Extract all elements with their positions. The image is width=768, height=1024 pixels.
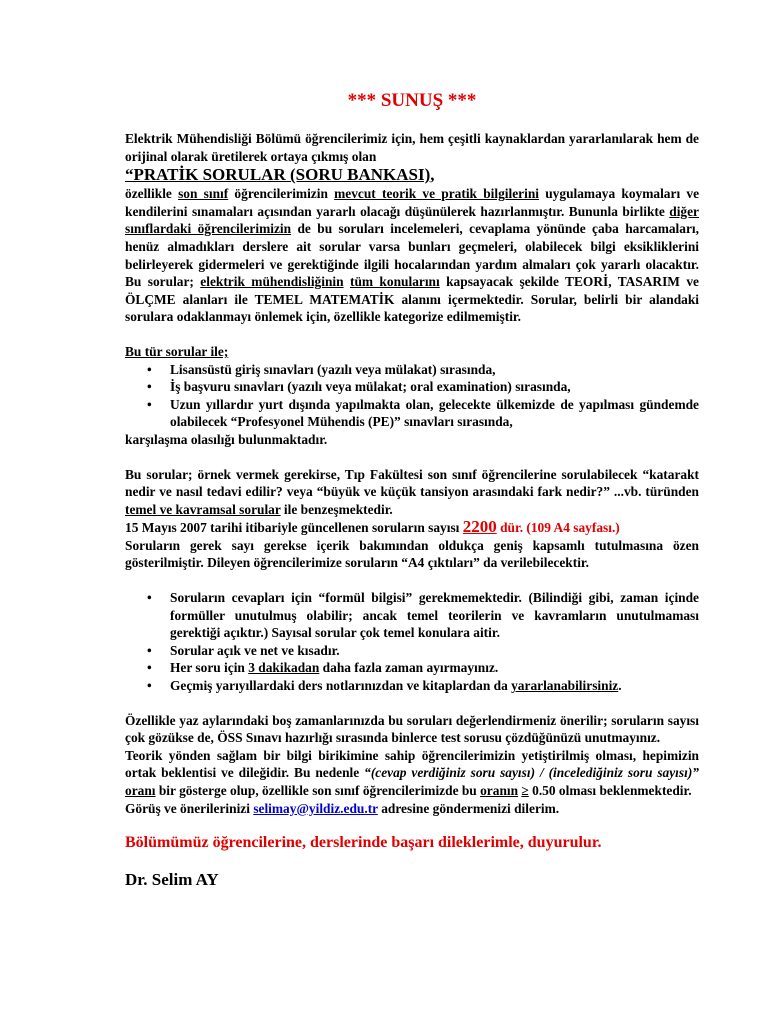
- list-item: • İş başvuru sınavları (yazılı veya mülakat; oral examination) sırasında,: [125, 378, 699, 396]
- question-count-line: 15 Mayıs 2007 tarihi itibariyle güncellenen soruların sayısı 2200 dür. (109 A4 sayfası.): [125, 517, 620, 537]
- guidelines-list: [125, 589, 699, 695]
- bank-name-line: “PRATİK SORULAR (SORU BANKASI),: [125, 165, 435, 185]
- signature: Dr. Selim AY: [125, 870, 219, 890]
- exam-list: [125, 361, 699, 431]
- intro-paragraph: özellikle son sınıf öğrencilerimizin mevcut teorik ve pratik bilgilerini uygulamaya koymaları ve kendilerini sınamaları açısından yararlı olacağı düşünülerek hazırlanmıştır. Bununla birlikte diğer sınıflardaki öğrencilerimizin de bu soruları incelemeleri, cevaplama yönünde çaba harcamaları, henüz almadıkları derslere ait sorular varsa bunları geçmeleri, olabilecek bilgi eksikliklerini belirleyerek gidermeleri ve gerektiğinde ilgili hocalarından yardım almaları çok yararlı olacaktır. Bu sorular; elektrik mühendisliğinin tüm konularını kapsayacak şekilde TEORİ, TASARIM ve ÖLÇME alanları ile TEMEL MATEMATİK alanını içermektedir. Sorular, belirli bir alandaki sorulara odaklanmayı önlemek için, özellikle kategorize edilmemiştir.: [125, 186, 700, 325]
- section5-paragraph-1: Özellikle yaz aylarındaki boş zamanlarınızda bu soruları değerlendirmeniz önerilir; soruların sayısı çok gözükse de, ÖSS Sınavı hazırlığı sırasında binlerce test sorusu çözdüğünüzü unutmayınız.: [125, 712, 699, 746]
- contact-line: Görüş ve önerilerinizi selimay@yildiz.edu.tr adresine göndermenizi dilerim.: [125, 800, 560, 816]
- document-page: [125, 90, 699, 890]
- section3-paragraph: Bu sorular; örnek vermek gerekirse, Tıp Fakültesi son sınıf öğrencilerine sorulabilecek “katarakt nedir ve nasıl tedavi edilir? veya “büyük ve küçük tansiyon arasındaki fark nedir?” ...vb. türünden temel ve kavramsal sorular ile benzeşmektedir.: [125, 466, 699, 517]
- bank-name: “PRATİK SORULAR (SORU BANKASI): [125, 165, 431, 185]
- list-item: • Her soru için 3 dakikadan daha fazla zaman ayırmayınız.: [125, 659, 699, 677]
- list-item: • Uzun yıllardır yurt dışında yapılmakta olan, gelecekte ülkemizde de yapılması gündemde olabilecek “Profesyonel Mühendis (PE)” sınavları sırasında,: [125, 396, 699, 431]
- list-item: • Soruların cevapları için “formül bilgisi” gerekmemektedir. (Bilindiği gibi, zaman içinde formüller unutulmuş olabilir; ancak temel teorilerin ve kavramların unutulmaması gerektiği açıktır.) Sayısal sorular çok temel konulara aitir.: [125, 589, 699, 642]
- page-title: *** SUNUŞ ***: [347, 90, 477, 111]
- section3-paragraph-2: Soruların gerek sayı gerekse içerik bakımından oldukça geniş kapsamlı tutulmasına özen gösterilmiştir. Dileyen öğrencilerimize soruların “A4 çıktıları” da verilebilecektir.: [125, 537, 699, 571]
- list-item: • Sorular açık ve net ve kısadır.: [125, 642, 699, 660]
- intro-line: Elektrik Mühendisliği Bölümü öğrencilerimiz için, hem çeşitli kaynaklardan yararlanılarak hem de orijinal olarak üretilerek ortaya çıkmış olan: [125, 131, 699, 164]
- section5-paragraph-2: Teorik yönden sağlam bir bilgi birikimine sahip öğrencilerimizin yetiştirilmiş olması, hepimizin ortak beklentisi ve dileğidir. Bu nedenle “(cevap verdiğiniz soru sayısı) / (incelediğiniz soru sayısı)” oranı bir gösterge olup, özellikle son sınıf öğrencilerimizde bu oranın ≥ 0.50 olması beklenmektedir.: [125, 747, 699, 798]
- section2-closing: karşılaşma olasılığı bulunmaktadır.: [125, 431, 328, 447]
- section2-heading: Bu tür sorular ile;: [125, 343, 229, 359]
- question-count: 2200: [462, 517, 497, 537]
- email-link[interactable]: selimay@yildiz.edu.tr: [253, 800, 378, 816]
- list-item: • Lisansüstü giriş sınavları (yazılı veya mülakat) sırasında,: [125, 361, 699, 379]
- list-item: • Geçmiş yarıyıllardaki ders notlarınızdan ve kitaplardan da yararlanabilirsiniz.: [125, 677, 699, 695]
- closing-message: Bölümümüz öğrencilerine, derslerinde başarı dileklerimle, duyurulur.: [125, 834, 602, 852]
